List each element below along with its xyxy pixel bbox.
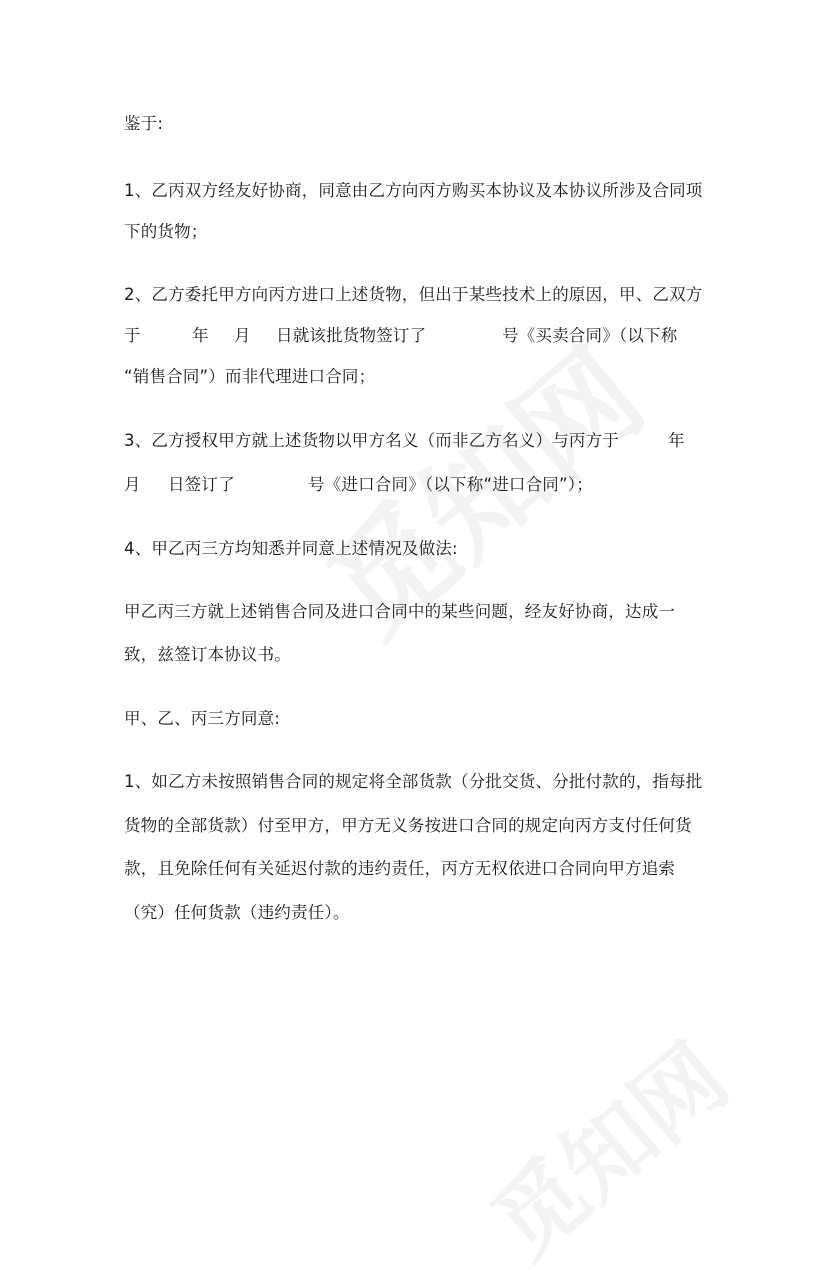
clause-2-line-2 [124,325,704,347]
heading-text: 鉴于: [124,114,164,133]
clause-2-line-3: “销售合同”）而非代理进口合同； [124,367,376,386]
clause-2-line-1: 2、乙方委托甲方向丙方进口上述货物，但出于某些技术上的原因，甲、乙双方 [124,285,703,304]
term-1-line-4: （究）任何货款（违约责任）。 [124,903,350,922]
clause-3-year: 年 [668,431,685,450]
intro-line-2: 致，兹签订本协议书。 [124,645,291,664]
clause-3-contract-no: 号《进口合同》（以下称“进口合同”）； [308,475,593,494]
clause-2-month: 月 [234,326,251,345]
clause-2-yu: 于 [124,326,141,345]
clause-2-contract-no: 号《买卖合同》（以下称 [502,326,678,345]
clause-1-line-2: 下的货物； [124,222,208,241]
clause-3-text: 3、乙方授权甲方就上述货物以甲方名义（而非乙方名义）与丙方于 [124,431,619,450]
watermark-bottom [460,1008,750,1281]
term-1-line-3: 款，且免除任何有关延迟付款的违约责任，丙方无权依进口合同向甲方追索 [124,859,676,878]
intro-line-1: 甲乙丙三方就上述销售合同及进口合同中的某些问题，经友好协商，达成一 [124,602,676,621]
clause-4-text: 4、甲乙丙三方均知悉并同意上述情况及做法: [124,539,458,558]
clause-3-line-1 [124,430,704,452]
clause-2-year: 年 [192,326,209,345]
clause-3-line-2 [124,474,704,496]
clause-1-line-1: 1、乙丙双方经友好协商，同意由乙方向丙方购买本协议及本协议所涉及合同项 [124,181,703,200]
clause-3-signed: 日签订了 [168,475,235,494]
term-1-line-1: 1、如乙方未按照销售合同的规定将全部货款（分批交货、分批付款的，指每批 [124,772,703,791]
agreement-heading: 甲、乙、丙三方同意: [124,709,281,728]
clause-2-signed: 日就该批货物签订了 [276,326,427,345]
term-1-line-2: 货物的全部货款）付至甲方，甲方无义务按进口合同的规定向丙方支付任何货 [124,816,692,835]
clause-3-month: 月 [124,475,141,494]
